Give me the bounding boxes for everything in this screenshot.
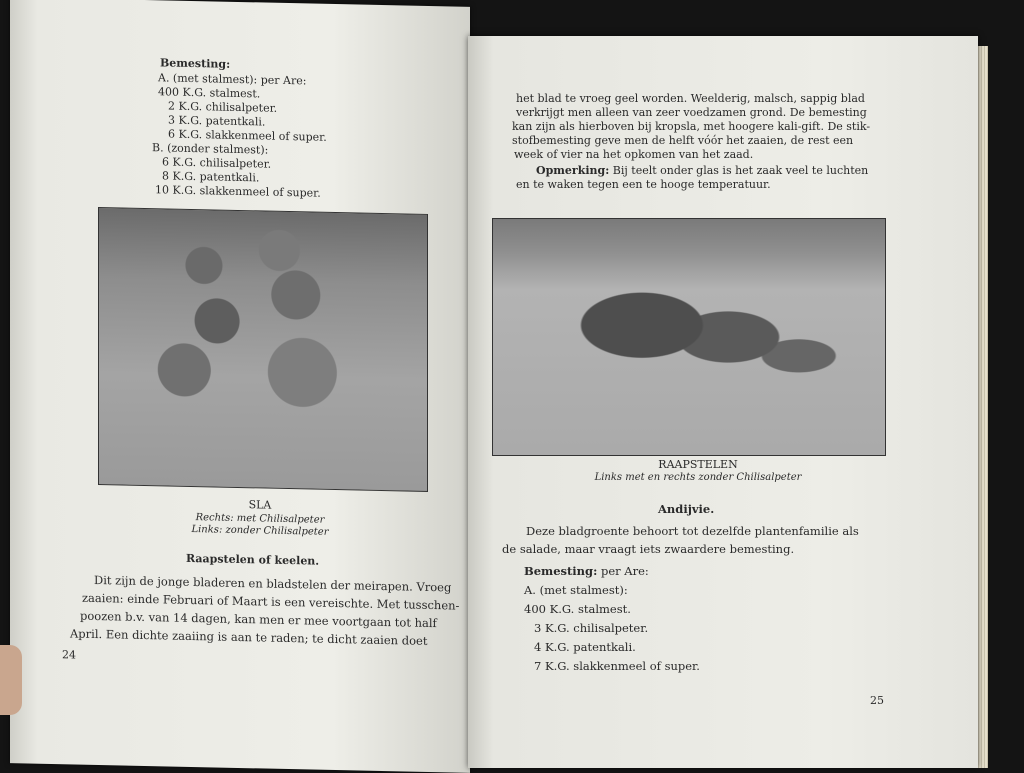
thumb [0, 645, 22, 715]
body-line: April. Een dichte zaaiing is aan te raden; te dicht zaaien doet [70, 626, 428, 648]
fert-line: 2 K.G. chilisalpeter. [168, 99, 278, 115]
fert-line: 6 K.G. chilisalpeter. [162, 155, 272, 171]
body-line: kan zijn als hierboven bij kropsla, met hoogere kali-gift. De stik- [512, 120, 871, 133]
fert-line: 400 K.G. stalmest. [158, 85, 261, 101]
body-line: het blad te vroeg geel worden. Weelderig, malsch, sappig blad [516, 92, 865, 105]
body-line: stofbemesting geve men de helft vóór het zaaien, de rest een [512, 134, 854, 147]
photo-caption-sub: Links met en rechts zonder Chilisalpeter [594, 472, 802, 483]
body-line: de salade, maar vraagt iets zwaardere bemesting. [502, 542, 795, 556]
photo-caption-line: Links: zonder Chilisalpeter [191, 523, 329, 538]
fert-line: A. (met stalmest): per Are: [158, 71, 307, 88]
fert-line: 8 K.G. patentkali. [162, 169, 260, 185]
page-number: 24 [62, 648, 76, 662]
section-heading: Andijvie. [658, 502, 715, 516]
left-page [10, 0, 470, 773]
bemesting-label: Bemesting: [524, 564, 598, 578]
body-line: poozen b.v. van 14 dagen, kan men er mee voortgaan tot half [80, 608, 437, 631]
fert-line: 3 K.G. patentkali. [168, 113, 266, 129]
photo-caption-title: RAAPSTELEN [658, 458, 738, 471]
opmerking-line [536, 164, 868, 177]
bemesting-suffix: per Are: [600, 564, 649, 578]
bemesting-heading: Bemesting: [160, 56, 231, 71]
bemesting-line [524, 564, 649, 578]
right-page [468, 36, 978, 768]
lettuce-photo [98, 207, 428, 492]
body-line: Deze bladgroente behoort tot dezelfde plantenfamilie als [526, 524, 859, 538]
body-line: Dit zijn de jonge bladeren en bladstelen der meirapen. Vroeg [94, 572, 452, 595]
body-line: week of vier na het opkomen van het zaad. [514, 148, 754, 161]
fert-line: 6 K.G. slakkenmeel of super. [168, 127, 327, 144]
fert-line: 3 K.G. chilisalpeter. [534, 621, 649, 635]
photo-caption-line: Rechts: met Chilisalpeter [195, 512, 325, 526]
body-line: verkrijgt men alleen van zeer voedzamen grond. De bemesting [516, 106, 867, 119]
section-heading: Raapstelen of keelen. [186, 551, 320, 568]
fert-line: 400 K.G. stalmest. [524, 602, 631, 616]
raapstelen-photo [492, 218, 886, 456]
fert-line: 4 K.G. patentkali. [534, 640, 636, 654]
fert-line: 7 K.G. slakkenmeel of super. [534, 659, 700, 673]
opmerking-text: Bij teelt onder glas is het zaak veel te luchten [612, 164, 869, 177]
fert-line: B. (zonder stalmest): [152, 141, 269, 157]
fert-line: 10 K.G. slakkenmeel of super. [155, 183, 321, 200]
body-line: zaaien: einde Februari of Maart is een vereischte. Met tusschen- [82, 590, 460, 613]
page-number: 25 [870, 694, 884, 707]
opmerking-label: Opmerking: [536, 164, 610, 177]
photo-caption-title: SLA [248, 498, 272, 512]
opmerking-text: en te waken tegen een te hooge temperatuur. [516, 178, 771, 191]
fert-line: A. (met stalmest): [524, 583, 628, 597]
